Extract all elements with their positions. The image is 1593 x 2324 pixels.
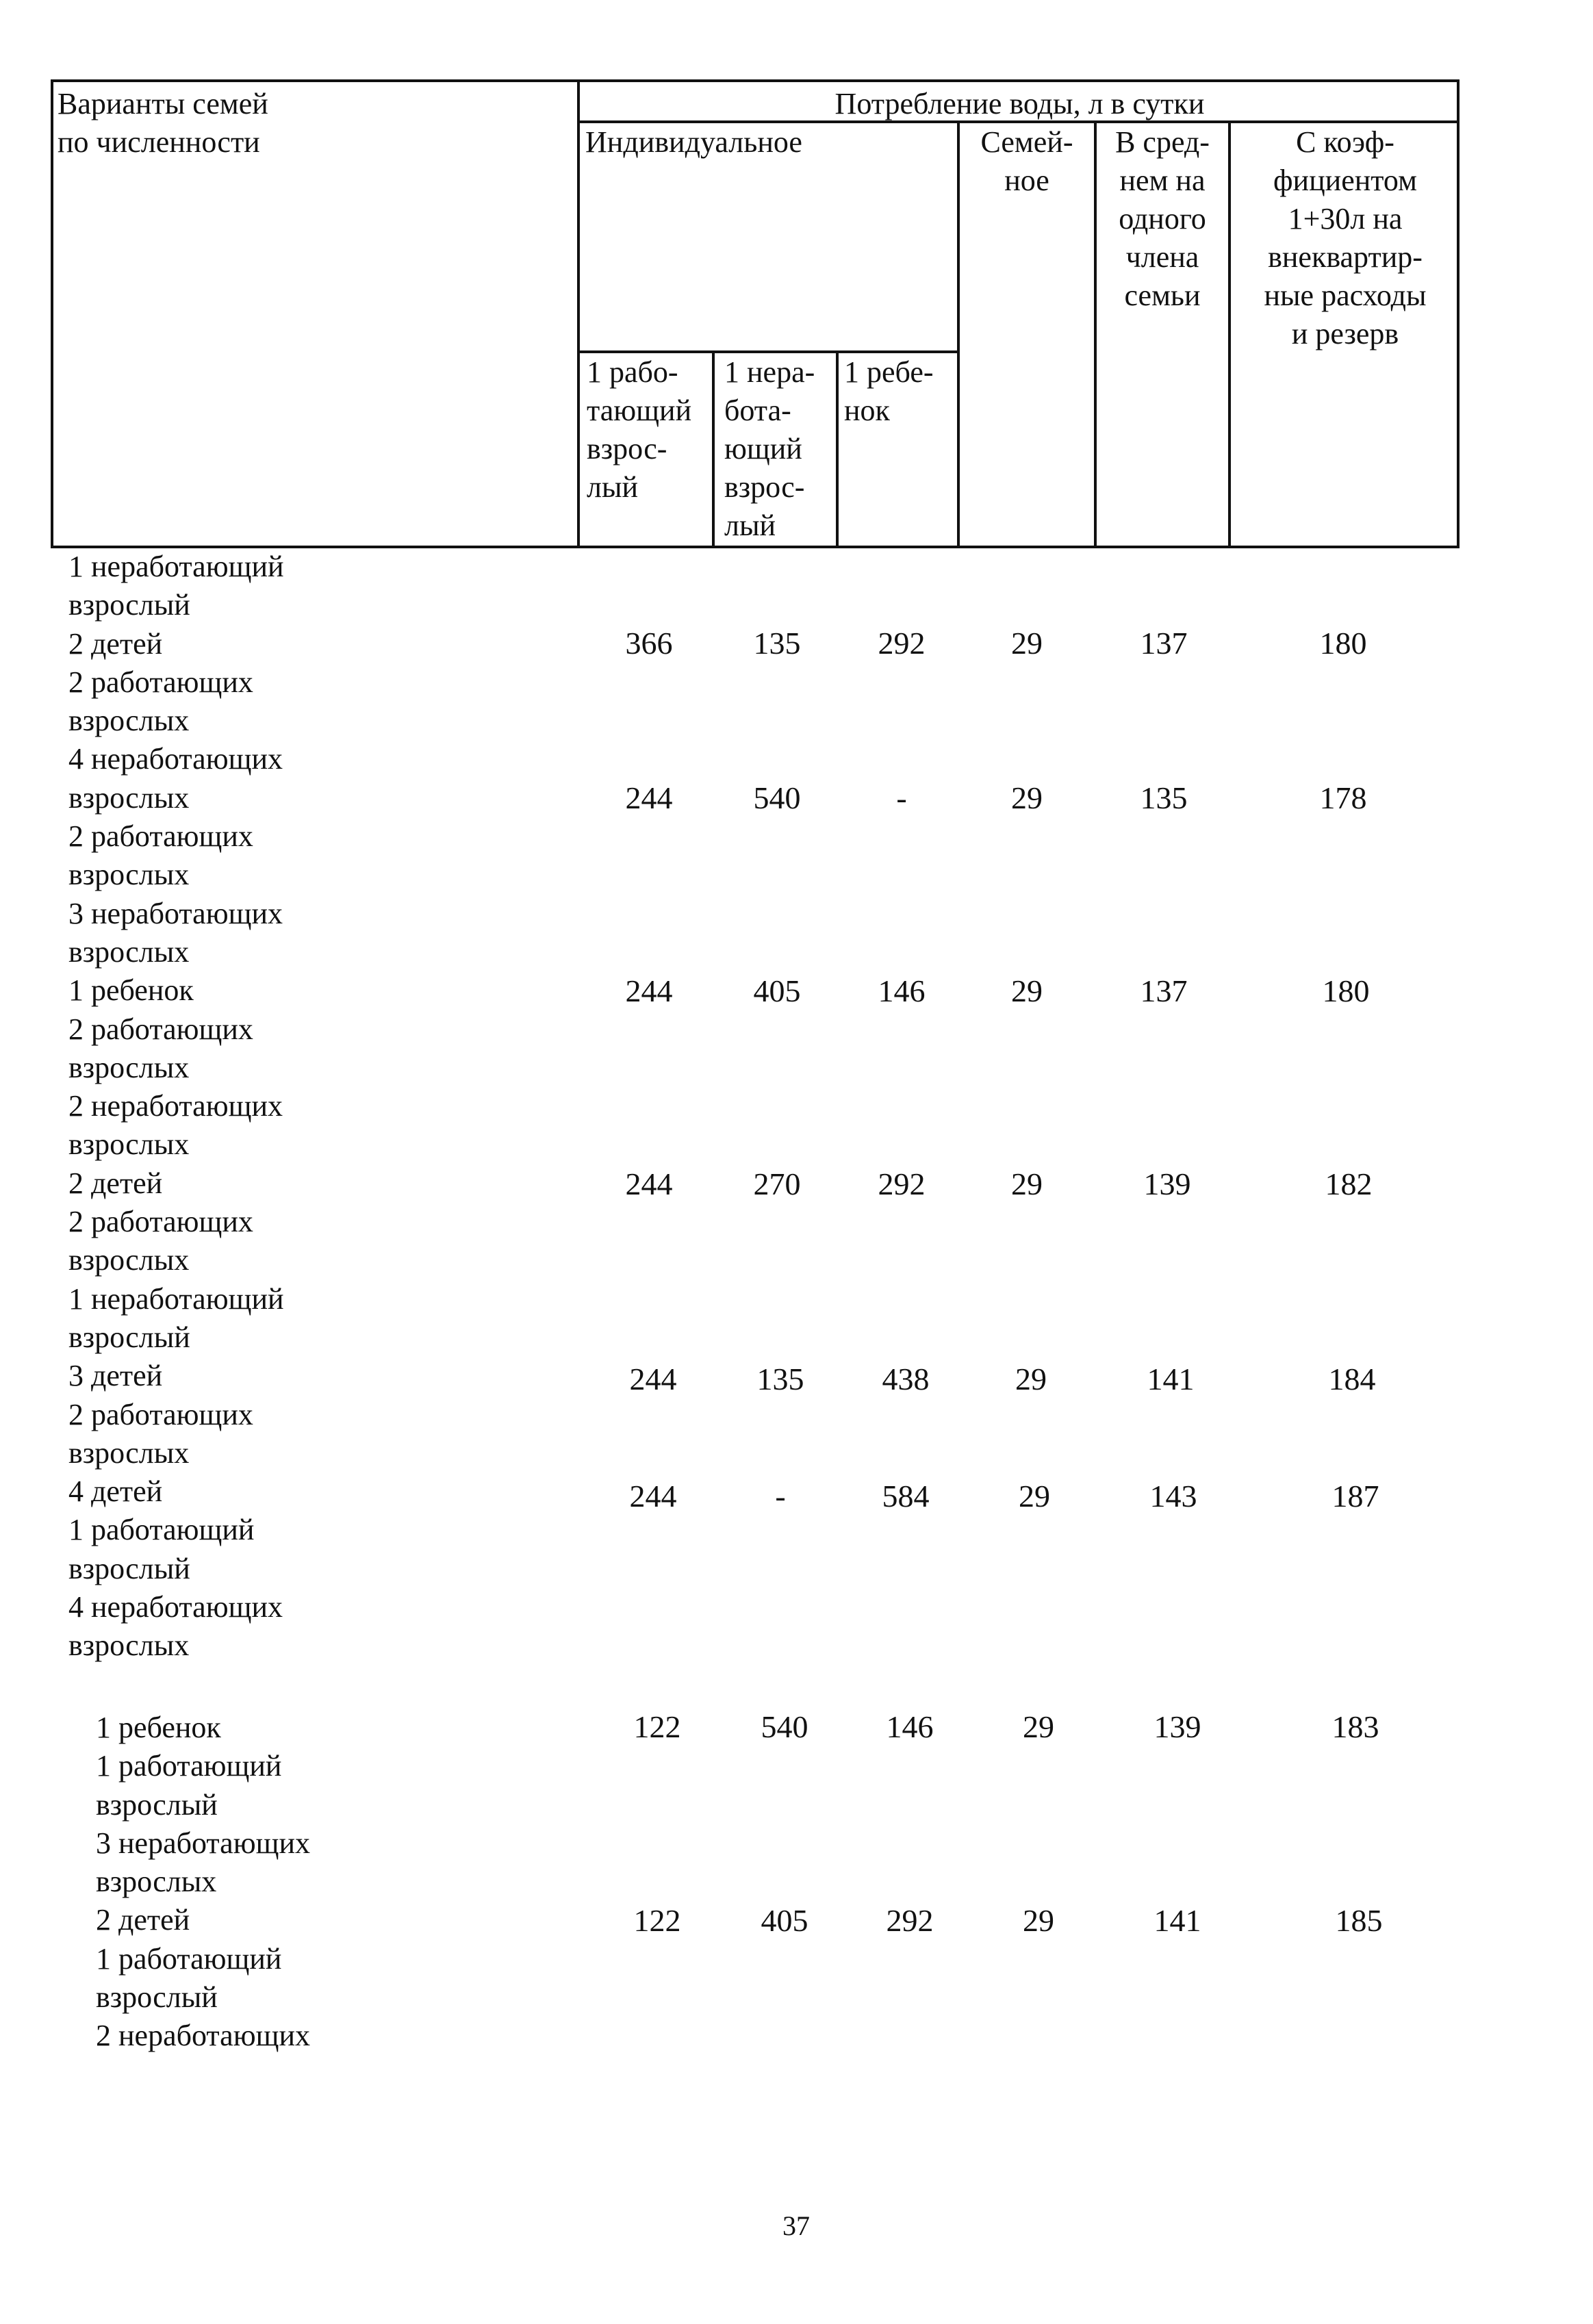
value-child: 438 [882, 1362, 930, 1396]
value-family: 29 [1023, 1709, 1054, 1744]
value-family: 29 [1015, 1362, 1047, 1396]
value-nonworking: 270 [753, 1166, 801, 1201]
divider [836, 350, 839, 548]
header-child: 1 ребе- нок [844, 355, 934, 427]
value-family: 29 [1011, 973, 1043, 1008]
value-average: 141 [1147, 1362, 1195, 1396]
header-individual: Индивидуальное [585, 125, 802, 159]
value-coefficient: 178 [1319, 780, 1367, 815]
value-child: 146 [886, 1709, 934, 1744]
value-working: 244 [629, 1362, 677, 1396]
header-variants: Варианты семей по численности [58, 87, 268, 159]
value-coefficient: 180 [1319, 626, 1367, 661]
value-child: 292 [886, 1903, 934, 1938]
value-nonworking: 540 [753, 780, 801, 815]
header-family: Семей- ное [980, 125, 1073, 197]
value-average: 139 [1154, 1709, 1201, 1744]
value-average: 137 [1140, 973, 1188, 1008]
value-child: 292 [878, 1166, 926, 1201]
value-family: 29 [1011, 626, 1043, 661]
value-average: 139 [1143, 1166, 1191, 1201]
value-working: 122 [633, 1903, 681, 1938]
value-coefficient: 180 [1322, 973, 1370, 1008]
value-coefficient: 182 [1325, 1166, 1373, 1201]
value-working: 244 [625, 780, 673, 815]
page-number: 37 [782, 2210, 810, 2241]
value-nonworking: 405 [753, 973, 801, 1008]
header-average: В сред- нем на одного члена семьи [1115, 125, 1210, 312]
header-consumption: Потребление воды, л в сутки [834, 87, 1205, 120]
family-variants-list: 1 неработающий взрослый 2 детей 2 работающих взрослых 4 неработающих взрослых 2 работающих взрослых 3 неработающих взрослых 1 ребенок 2 работающих взрослых 2 неработающих взрослых 2 детей 2 работающих взрослых 1 неработающий взрослый 3 детей 2 работающих взрослых 4 детей 1 работающий взрослый 4 неработающих взрослых [68, 550, 284, 1663]
value-working: 122 [633, 1709, 681, 1744]
value-nonworking: 405 [761, 1903, 808, 1938]
header-nonworking-adult: 1 нера- бота- ющий взрос- лый [724, 355, 815, 542]
value-coefficient: 187 [1331, 1479, 1379, 1514]
value-coefficient: 185 [1335, 1903, 1383, 1938]
divider [712, 350, 715, 548]
value-family: 29 [1011, 1166, 1043, 1201]
value-family: 29 [1023, 1903, 1054, 1938]
value-nonworking: 540 [761, 1709, 808, 1744]
value-average: 137 [1140, 626, 1188, 661]
value-child: 292 [878, 626, 926, 661]
value-working: 244 [625, 1166, 673, 1201]
value-family: 29 [1011, 780, 1043, 815]
value-nonworking: 135 [756, 1362, 804, 1396]
value-average: 141 [1154, 1903, 1201, 1938]
value-family: 29 [1019, 1479, 1050, 1514]
divider [577, 79, 580, 548]
value-nonworking: - [775, 1479, 786, 1514]
value-average: 143 [1149, 1479, 1197, 1514]
value-child: 584 [882, 1479, 930, 1514]
value-working: 244 [625, 973, 673, 1008]
value-nonworking: 135 [753, 626, 801, 661]
value-coefficient: 183 [1331, 1709, 1379, 1744]
header-working-adult: 1 рабо- тающий взрос- лый [587, 355, 692, 504]
value-working: 244 [629, 1479, 677, 1514]
value-working: 366 [625, 626, 673, 661]
header-coefficient: С коэф- фициентом 1+30л на внеквартир- ные расходы и резерв [1264, 125, 1427, 350]
value-coefficient: 184 [1328, 1362, 1376, 1396]
value-child: 146 [878, 973, 926, 1008]
value-child: - [896, 780, 907, 815]
family-variants-list: 1 ребенок 1 работающий взрослый 3 неработающих взрослых 2 детей 1 работающий взрослый 2 неработающих [96, 1711, 311, 2053]
value-average: 135 [1140, 780, 1188, 815]
